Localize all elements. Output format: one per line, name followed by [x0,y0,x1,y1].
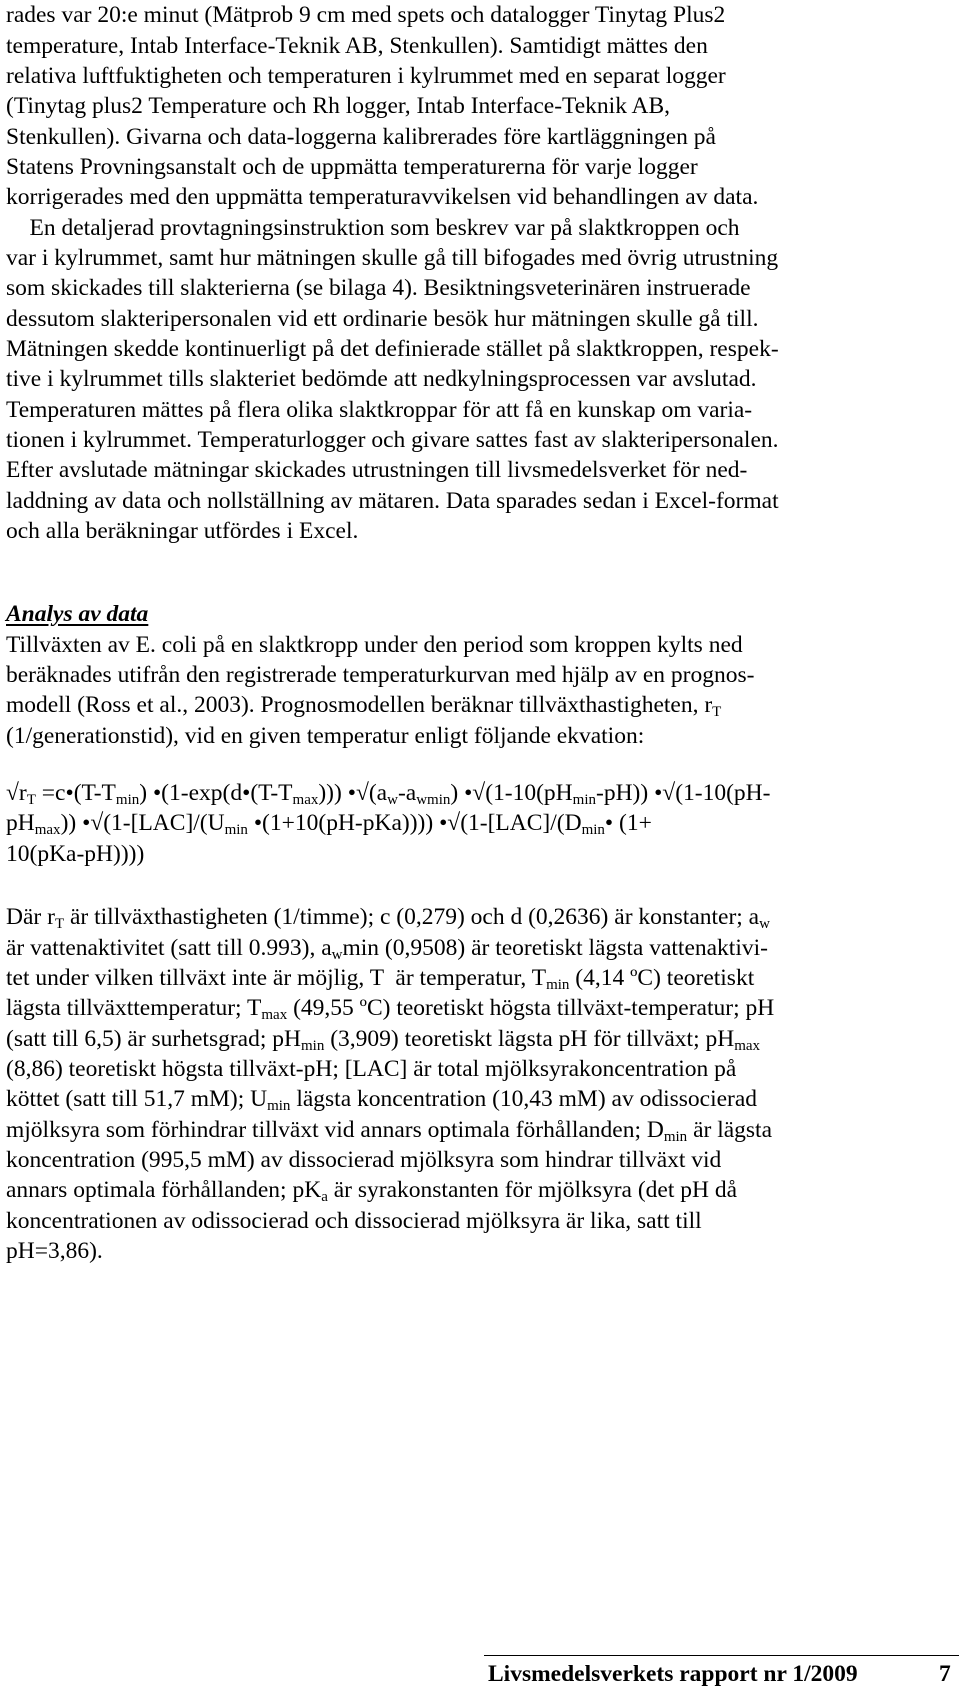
text-run: )) •√(1-[LAC]/(U [60,810,225,836]
text-line: beräknades utifrån den registrerade temperaturkurvan med hjälp av en prognos- [6,662,755,688]
text-run: är tillväxthastigheten (1/timme); c (0,279) och d (0,2636) är konstanter; a [64,904,760,930]
subscript: max [261,1007,288,1023]
text-line [6,1058,736,1082]
text-run: lägsta tillväxttemperatur; T [6,995,262,1021]
text-line: laddning av data och nollställning av mätaren. Data sparades sedan i Excel-format [6,488,779,514]
text-run: är syrakonstanten för mjölksyra (det pH då [327,1177,738,1203]
text-run: ) •√(1-10(pH [450,780,573,806]
text-line: Efter avslutade mätningar skickades utrustningen till livsmedelsverket för ned- [6,457,748,483]
subscript: min [546,977,570,993]
report-title: Livsmedelsverkets rapport nr 1/2009 [488,1661,858,1687]
text-run: (49,55 ºC) teoretiskt högsta tillväxt-temperatur; pH [287,995,775,1021]
equation-line [6,812,652,836]
text-line: var i kylrummet, samt hur mätningen skulle gå till bifogades med övrig utrustning [6,245,779,271]
text-run: 10(pKa-pH)))) [6,841,145,867]
subscript: min [663,1129,688,1145]
subscript: min [301,1038,325,1054]
text-line: temperature, Intab Interface-Teknik AB, Stenkullen). Samtidigt mättes den [6,33,708,59]
text-line: tive i kylrummet tills slakteriet bedömde att nedkylningsprocessen var avslutad. [6,366,757,392]
text-line: En detaljerad provtagningsinstruktion som beskrev var på slaktkroppen och [6,215,740,241]
text-run: ))) •√(a [318,780,388,806]
text-run: koncentrationen av odissocierad och dissocierad mjölksyra är lika, satt till [6,1208,702,1234]
text-run: √r [6,780,27,806]
text-run: köttet (satt till 51,7 mM); U [6,1086,268,1112]
text-line [6,906,770,930]
text-run: mjölksyra som förhindrar tillväxt vid annars optimala förhållanden; D [6,1117,664,1143]
subscript: T [54,916,65,932]
text-run: ) •(1-exp(d•(T-T [139,780,293,806]
equation-line [6,782,770,806]
subscript: T [26,792,36,808]
subscript: min [115,792,140,808]
text-run: modell (Ross et al., 2003). Prognosmodellen beräknar tillväxthastigheten, r [6,692,713,718]
text-line: (1/generationstid), vid en given temperatur enligt följande ekvation: [6,723,645,749]
subscript: w [387,792,398,808]
subscript: min [581,822,605,838]
text-line [6,1149,721,1173]
text-line [6,1179,737,1203]
text-run: • (1+ [604,810,652,836]
text-line: relativa luftfuktigheten och temperaturen i kylrummet med en separat logger [6,63,726,89]
subscript: w [331,947,343,963]
text-line: som skickades till slakterierna (se bilaga 4). Besiktningsveterinären instruerade [6,275,751,301]
text-run: (4,14 ºC) teoretiskt [569,965,755,991]
text-line [6,1088,757,1112]
text-run: -a [397,780,417,806]
subscript: w [759,916,770,932]
text-line: Temperaturen mättes på flera olika slaktkroppar för att få en kunskap om varia- [6,397,753,423]
subscript: max [34,822,61,838]
text-run: =c•(T-T [35,780,116,806]
subscript: min [572,792,596,808]
text-run: koncentration (995,5 mM) av dissocierad mjölksyra som hindrar tillväxt vid [6,1147,722,1173]
text-line: rades var 20:e minut (Mätprob 9 cm med spets och datalogger Tinytag Plus2 [6,2,726,28]
text-line [6,1210,702,1234]
text-line [6,937,768,961]
text-run: pH [6,810,35,836]
subscript: max [734,1038,761,1054]
text-line: Tillväxten av E. coli på en slaktkropp under den period som kroppen kylts ned [6,632,743,658]
text-line: och alla beräkningar utfördes i Excel. [6,518,359,544]
equation-line [6,843,144,867]
text-run: (satt till 6,5) är surhetsgrad; pH [6,1026,301,1052]
text-run: pH=3,86). [6,1238,103,1264]
page-number: 7 [939,1661,951,1687]
subscript: a [321,1189,328,1205]
subscript: min [224,822,248,838]
text-line [6,1240,103,1264]
text-run: •(1+10(pH-pKa)))) •√(1-[LAC]/(D [247,810,582,836]
text-line: Mätningen skedde kontinuerligt på det definierade stället på slaktkroppen, respek- [6,336,779,362]
text-run: lägsta koncentration (10,43 mM) av odissocierad [290,1086,758,1112]
footer-rule [484,1655,959,1656]
text-line [6,1028,760,1052]
text-line [6,997,774,1021]
text-run: -pH)) •√(1-10(pH- [596,780,771,806]
text-line [6,1119,772,1143]
text-line [6,694,721,718]
text-run: är lägsta [687,1117,773,1143]
text-line [6,967,754,991]
text-run: tet under vilken tillväxt inte är möjlig, T är temperatur, T [6,965,547,991]
subscript: wmin [416,792,451,808]
text-run: (8,86) teoretiskt högsta tillväxt-pH; [LAC] är total mjölksyrakoncentration på [6,1056,737,1082]
text-run: annars optimala förhållanden; pK [6,1177,322,1203]
text-line: (Tinytag plus2 Temperature och Rh logger, Intab Interface-Teknik AB, [6,93,671,119]
text-line: tionen i kylrummet. Temperaturlogger och givare sattes fast av slakteripersonalen. [6,427,779,453]
subscript: T [712,704,722,720]
text-run: Där r [6,904,55,930]
text-run: (3,909) teoretiskt lägsta pH för tillväxt; pH [324,1026,735,1052]
subscript: min [267,1098,291,1114]
text-run: min (0,9508) är teoretiskt lägsta vattenaktivi- [342,935,768,961]
text-line: korrigerades med den uppmätta temperaturavvikelsen vid behandlingen av data. [6,184,759,210]
text-line: Statens Provningsanstalt och de uppmätta temperaturerna för varje logger [6,154,698,180]
text-line: dessutom slakteripersonalen vid ett ordinarie besök hur mätningen skulle gå till. [6,306,759,332]
text-line: Stenkullen). Givarna och data-loggerna kalibrerades före kartläggningen på [6,124,716,150]
page-footer [6,1655,958,1685]
section-heading: Analys av data [6,601,149,627]
subscript: max [292,792,319,808]
text-run: är vattenaktivitet (satt till 0.993), a [6,935,332,961]
